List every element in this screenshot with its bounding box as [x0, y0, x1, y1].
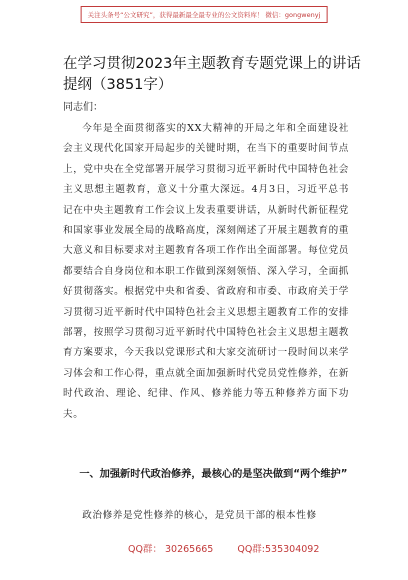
paragraph-2: 政治修养是党性修养的核心，是党员干部的根本性修 — [82, 510, 317, 521]
document-body — [63, 119, 349, 425]
promo-banner-text: 关注头条号“公文研究”，获得最新最全最专业的公文资料库！ 微信：gongwenyj — [87, 11, 321, 19]
paragraph-1: 今年是全面贯彻落实的XX大精神的开局之年和全面建设社会主义现代化国家开局起步的关键时期，在当下的重要时间节点上，党中央在全党部署开展学习贯彻习近平新时代中国特色社会主义思想主题教育，意义十分重大深远。4月3日，习近平总书记在中央主题教育工作会议上发表重要讲话，从新时代新征程党和国家事业发展全局的战略高度，深刻阐述了开展主题教育的重大意义和目标要求对主题教育各项工作作出全面部署。每位党员都要结合自身岗位和本职工作做到深刻领悟、深入学习，全面抓好贯彻落实。根据党中央和省委、省政府和市委、市政府关于学习贯彻习近平新时代中国特色社会主义思想主题教育工作的安排部署，按照学习贯彻习近平新时代中国特色社会主义思想主题教育方案要求，今天我以党课形式和大家交流研讨一段时间以来学习体会和工作心得，重点就全面加强新时代党员党性修养，在新时代政治、理论、纪律、作风、修养能力等五种修养方面下功夫。 — [63, 123, 349, 420]
document-title: 在学习贯彻2023年主题教育专题党课上的讲话提纲（3851字） — [63, 56, 361, 93]
footer-qq-2: QQ群:535304092 — [237, 544, 320, 555]
salutation: 同志们： — [63, 102, 103, 113]
footer-qq-1: QQ群： 30265665 — [128, 544, 214, 555]
section-heading-1: 一、加强新时代政治修养，最核心的是坚决做到“两个维护” — [79, 469, 348, 480]
footer-contacts — [128, 541, 319, 555]
promo-banner — [81, 6, 328, 23]
